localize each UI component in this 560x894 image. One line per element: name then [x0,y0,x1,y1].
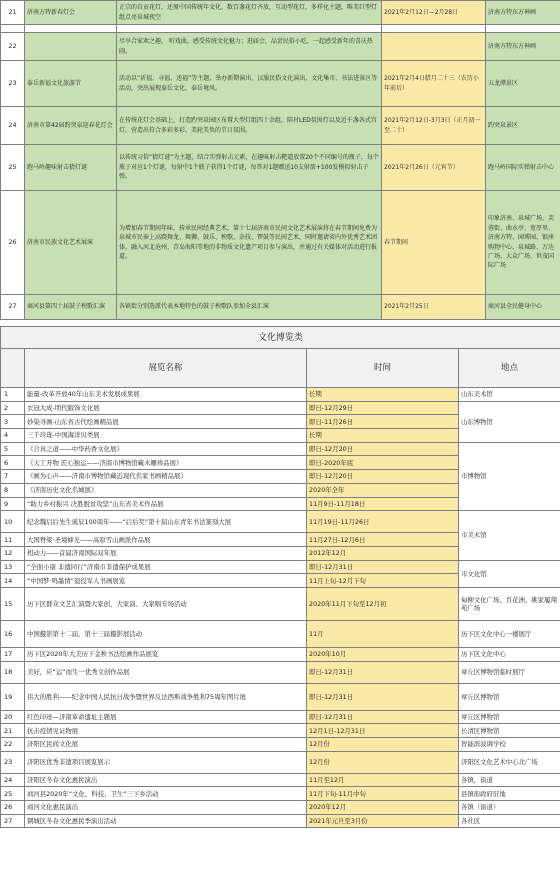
exhibition-name: 《画为心声——济南市博物馆藏近现代名家书画精品展》 [25,470,307,484]
table-row [1,738,560,752]
event-content: 尽享合家欢之趣。 听戏曲，感受传统文化魅力；逛庙会，品尝民俗小吃，一起感受新年的喜庆热闹。 [117,33,382,61]
exhibition-name: 衣冠大成-明代服饰文化展 [25,401,307,415]
row-number: 12 [1,546,25,560]
table-row [1,710,560,724]
exhibition-place: 章丘区博物馆 [459,683,560,710]
event-name: 济南方特新春灯会 [25,1,117,25]
event-time: 2021年2月4日腊月二十三（农历小年前后） [382,61,486,107]
exhibition-place: 各社区 [459,814,560,828]
exhibition-name: 中国摄影第十二届、第十三届摄影展活动 [25,620,307,647]
row-number: 18 [1,661,25,683]
exhibition-time: 即日-12月31日 [307,560,459,574]
exhibition-place: 长清区博物馆 [459,724,560,738]
exhibition-name: 《济南历史文化名城展》 [25,483,307,497]
exhibition-time: 即日-12月31日 [307,710,459,724]
row-number: 5 [1,442,25,456]
exhibition-table [0,326,560,828]
table-row [1,773,560,787]
exhibition-place: 市文化馆 [459,560,560,587]
table-row [1,620,560,647]
row-number: 3 [1,415,25,429]
row-number: 11 [1,533,25,547]
exhibition-place: 甸柳文化广场、百花洲、姚家履翔苑广场 [459,587,560,620]
event-content: 在传统花灯会基础上，打造趵突泉园区布置大型灯组四十余组，陪衬LED氛围灯以及近千盏各式宫灯，营造出符合多彩多彩、美轮美奂的节日氛围。 [117,107,382,145]
exhibition-name: “助力乡村振兴 决胜脱贫攻坚”山东省美术作品展 [25,497,307,511]
event-name [25,33,117,61]
exhibition-name: 纪念魏启后先生诞辰100周年——“启后奖”第十届山东青年书法篆刻大展 [25,511,307,533]
table-row [1,560,560,574]
exhibition-time: 2012年12月 [307,546,459,560]
row-number: 2 [1,401,25,415]
row-number: 19 [1,683,25,710]
event-time: 2021年2月12日—2月28日 [382,1,486,25]
exhibition-place: 市美术馆 [459,511,560,560]
exhibition-name: 钢城区冬春文化惠民季演出活动 [25,814,307,828]
exhibition-name: 三千玲珑-中国海洋贝类展 [25,429,307,443]
event-place: 五龙潭景区 [486,61,560,107]
table-row [1,661,560,683]
exhibition-time: 12月1日-12月31日 [307,724,459,738]
exhibition-place: 智能滨波调学校 [459,738,560,752]
section-title: 文化博览类 [1,327,560,349]
event-name: 商河县第四十届鼓子秧歌汇演 [25,295,117,320]
event-name: 济南市民族文化艺术展演 [25,191,117,295]
exhibition-time: 2021年元旦至3月份 [307,814,459,828]
table-spacer-row [1,25,560,33]
event-place: 济南方特东方神画 [486,33,560,61]
exhibition-place: 市博物馆 [459,442,560,510]
row-number: 25 [1,787,25,801]
table-row [1,724,560,738]
exhibition-time: 长期 [307,388,459,402]
event-content: 正宗的自贡花灯，还原中国传统年文化，数百盏花灯齐放，互动型花灯，多样化主题，唯美巨型灯组点亮泉城夜空 [117,1,382,25]
table-row [1,1,560,25]
row-number: 4 [1,429,25,443]
exhibition-time: 11月9日-11月18日 [307,497,459,511]
exhibition-name: 能量-改革开放40年山东美术发展成果展 [25,388,307,402]
table-row [1,145,560,191]
exhibition-name: 大国脊梁·圣境蜂光——高原雪山画派作品展 [25,533,307,547]
row-number: 20 [1,710,25,724]
event-time: 2021年2月26日（元宵节） [382,145,486,191]
event-content: 为增加春节期间年味，传承民间经典艺术，第十七届济南市民间文化艺术展演将在春节期间免费为泉城市民奉上高跷舞龙、舞狮、鼓乐、秧歌、杂技、锣鼓等民间艺术，同时邀请省内外优秀艺术团体，融入河北沧州、青岛海阳等地的非物质文化遗产项目参与演出，并通过有关媒体对活动进行报道。 [117,191,382,295]
row-number: 7 [1,470,25,484]
event-place: 印象济南、泉城广场、芙蓉街、曲水亭、宽厚里、济南方特、园博园、银座购物中心、泉城路、万达广场、大众广场、世茂国际广场 [486,191,560,295]
exhibition-time: 即日-12月20日 [307,442,459,456]
table-row [1,511,560,533]
column-header-place: 地点 [459,349,560,388]
event-name: 泰岳新福文化旅游节 [25,61,117,107]
row-number: 22 [1,33,25,61]
exhibition-place: 章丘区博物馆临时展厅 [459,661,560,683]
table-row [1,33,560,61]
row-number: 13 [1,560,25,574]
row-number: 23 [1,751,25,773]
table-row [1,61,560,107]
exhibition-time: 2020年12月 [307,801,459,815]
row-number: 23 [1,61,25,107]
exhibition-name: 历下区2020年大美历下金秋书法绘画作品展览 [25,647,307,661]
table-row [1,587,560,620]
column-header-name: 展览名称 [25,349,307,388]
exhibition-time: 11月至12月 [307,773,459,787]
row-number: 26 [1,801,25,815]
row-number: 16 [1,620,25,647]
row-number: 24 [1,107,25,145]
exhibition-name: 济阳区优秀非遗项目展览展示 [25,751,307,773]
exhibition-place: 县镇街政府驻地 [459,787,560,801]
exhibition-name: 抗击疫情见证物展 [25,724,307,738]
event-place: 跑马岭国际实弹射击中心 [486,145,560,191]
exhibition-name: 相动力——首届济南国际双年展 [25,546,307,560]
exhibition-time: 即日-12月29日 [307,401,459,415]
table-row [1,814,560,828]
table-row [1,683,560,710]
row-number: 26 [1,191,25,295]
event-name: 济南市第42届趵突泉迎春花灯会 [25,107,117,145]
row-number: 27 [1,814,25,828]
row-number: 21 [1,724,25,738]
exhibition-time: 11月19日-11月26日 [307,511,459,533]
exhibition-time: 即日-2020年底 [307,456,459,470]
row-number: 17 [1,647,25,661]
table-row [1,787,560,801]
row-number: 21 [1,1,25,25]
exhibition-time: 11月 [307,620,459,647]
event-content: 活动以“祈福、寻福、送福”等主题，举办新期演出、汉服民俗文化演出、文化集市、书法进景区等活动，突出展现泰岳文化、泰岳境风。 [117,61,382,107]
exhibition-place: 济阳区文化艺术中心北广场 [459,751,560,773]
exhibition-name: 历下区群众文艺汇演暨大家创、大家演、大家唱专场活动 [25,587,307,620]
event-place: 济南方特东方神画 [486,1,560,25]
exhibition-name: 红色印迹—济南革命遗址主题展 [25,710,307,724]
table-row [1,751,560,773]
exhibition-name: 美好，应“运”而生一优秀文创作品展 [25,661,307,683]
table-row [1,401,560,415]
exhibition-place: 山东博物馆 [459,401,560,442]
event-time [382,33,486,61]
row-number: 15 [1,587,25,620]
table-row [1,295,560,320]
exhibition-time: 即日-11月26日 [307,415,459,429]
row-number: 22 [1,738,25,752]
festival-table [0,0,560,320]
table-row [1,801,560,815]
row-number: 6 [1,456,25,470]
exhibition-time: 12月份 [307,751,459,773]
exhibition-time: 2020年11月下旬至12月初 [307,587,459,620]
exhibition-time: 即日-12月31日 [307,683,459,710]
event-time: 2021年2月12日-3月3日（正月初一至二十） [382,107,486,145]
row-number: 1 [1,388,25,402]
table-row [1,442,560,456]
exhibition-time: 即日-12月31日 [307,661,459,683]
row-number: 8 [1,483,25,497]
exhibition-time: 11月上旬-12月下旬 [307,574,459,588]
exhibition-name: 济阳区民间文化展 [25,738,307,752]
exhibition-time: 11月27日-12月6日 [307,533,459,547]
event-content: 以传统习俗“猜灯谜”为主题，结合实弹射击元素，在趣味射击靶道放置20个不同编号的瓶子，每个瓶子对应1个灯谜，每射中1个瓶子获得1个灯谜，每答对1题赠送10支射箭+100发模拟射击子弹。 [117,145,382,191]
event-place: 商河县全民健身中心 [486,295,560,320]
row-number: 25 [1,145,25,191]
exhibition-name: 济阳区冬春文化惠民演出 [25,773,307,787]
exhibition-place: 历下区文化中心 [459,647,560,661]
exhibition-name: 妙染寻画-山东省古代绘画精品展 [25,415,307,429]
exhibition-place: 历下区文化中心一楼展厅 [459,620,560,647]
table-row [1,107,560,145]
exhibition-name: 商河县2020年“文化、科技、卫生”三下乡活动 [25,787,307,801]
exhibition-name: 伟大的胜利——纪念中国人民抗日战争暨世界反法西斯战争胜利75周年图片展 [25,683,307,710]
row-number: 10 [1,511,25,533]
exhibition-time: 11月下旬-11月中旬 [307,787,459,801]
exhibition-place: 各镇（街道） [459,801,560,815]
event-time: 2021年2月25日 [382,295,486,320]
exhibition-name: “中国梦·鸣墨情”退役军人书画展览 [25,574,307,588]
exhibition-place: 山东美术馆 [459,388,560,402]
event-name: 跑马岭趣味射击猜灯谜 [25,145,117,191]
table-row [1,647,560,661]
exhibition-name: 商河文化惠民演出 [25,801,307,815]
exhibition-time: 12月份 [307,738,459,752]
event-time: 春节期间 [382,191,486,295]
exhibition-time: 即日-12月20日 [307,470,459,484]
event-content: 各镇街分别选派代表本地特色的鼓子秧歌队参加全县汇演 [117,295,382,320]
row-number: 14 [1,574,25,588]
exhibition-name: 《天工开物 匠心独运——济南市博物馆藏木雕珍品展》 [25,456,307,470]
exhibition-name: “全面小康 非遗同行”济南市非遗保护成果展 [25,560,307,574]
event-place: 趵突泉景区 [486,107,560,145]
exhibition-time: 长期 [307,429,459,443]
exhibition-place: 章丘区博物馆 [459,710,560,724]
row-number: 27 [1,295,25,320]
exhibition-place: 各镇，街道 [459,773,560,787]
exhibition-name: 《合真之道——中华药香文化展》 [25,442,307,456]
row-number: 9 [1,497,25,511]
column-header-time: 时间 [307,349,459,388]
exhibition-time: 2020年全年 [307,483,459,497]
table-row [1,191,560,295]
row-number: 24 [1,773,25,787]
table-row [1,388,560,402]
exhibition-time: 2020年10月 [307,647,459,661]
